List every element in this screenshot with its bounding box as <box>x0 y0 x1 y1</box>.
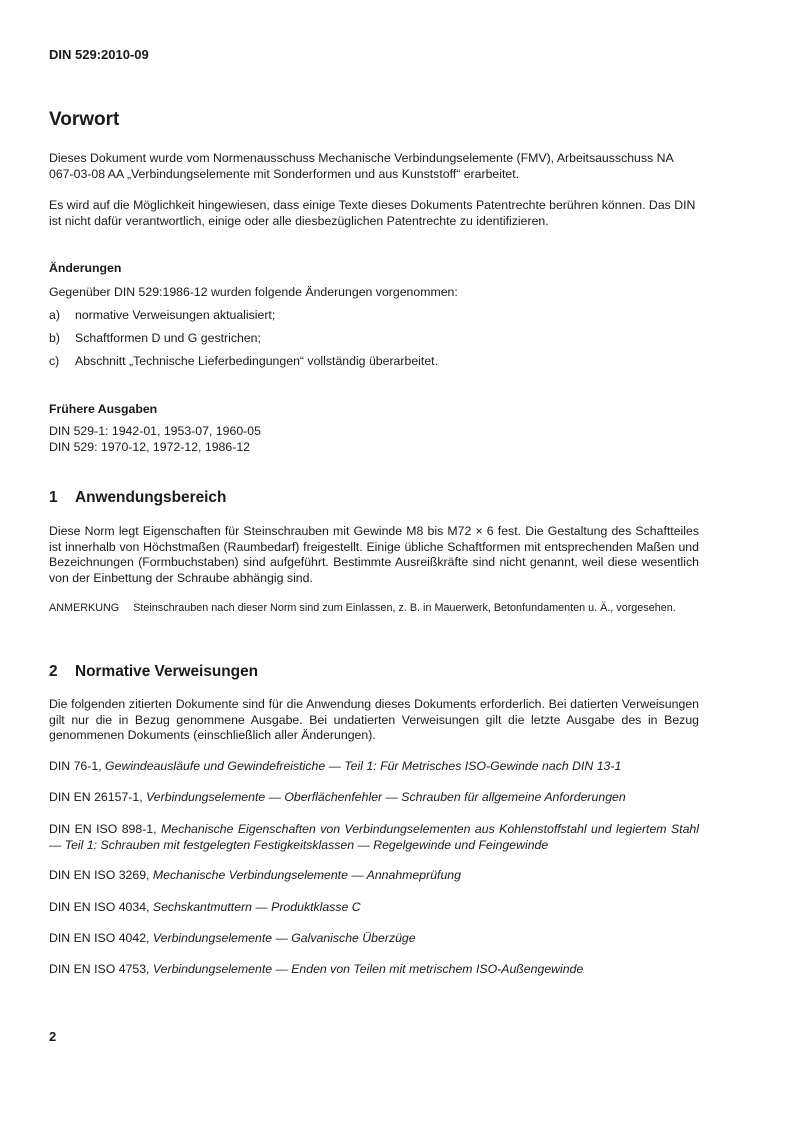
editions-line: DIN 529-1: 1942-01, 1953-07, 1960-05 <box>49 424 261 438</box>
reference-title: Verbindungselemente — Oberflächenfehler — Schrauben für allgemeine Anforderungen <box>146 790 626 804</box>
reference-title: Gewindeausläufe und Gewindefreistiche — Teil 1: Für Metrisches ISO-Gewinde nach DIN 13-1 <box>105 759 622 773</box>
reference-title: Mechanische Verbindungselemente — Annahmeprüfung <box>152 868 461 882</box>
reference-code: DIN EN ISO 3269, <box>49 868 150 882</box>
section-2-body: Die folgenden zitierten Dokumente sind für die Anwendung dieses Dokuments erforderlich. Bei datierten Verweisungen gilt nur die in Bezug genommene Ausgabe. Bei undatierten Verweisungen gilt die letzte Ausgabe des in Bezug genommenen Dokuments (einschließlich aller Änderungen). <box>49 697 699 742</box>
list-item-text: Abschnitt „Technische Lieferbedingungen“ vollständig überarbeitet. <box>75 354 438 368</box>
list-marker: a) <box>49 308 60 322</box>
reference-item <box>49 790 699 806</box>
reference-code: DIN EN ISO 4034, <box>49 900 150 914</box>
editions-title: Frühere Ausgaben <box>49 402 158 416</box>
section-2-heading <box>49 663 699 681</box>
changes-title: Änderungen <box>49 261 122 275</box>
editions-line: DIN 529: 1970-12, 1972-12, 1986-12 <box>49 440 250 454</box>
section-title: Normative Verweisungen <box>75 663 259 680</box>
list-item <box>49 354 699 370</box>
foreword-title: Vorwort <box>49 109 120 130</box>
page-number: 2 <box>49 1029 57 1044</box>
reference-title: Mechanische Eigenschaften von Verbindungselementen aus Kohlenstoffstahl und legiertem Stahl — Teil 1: Schrauben mit festgelegten Festigkeitsklassen — Regelgewinde und Feingewinde <box>49 822 699 852</box>
reference-code: DIN EN 26157-1, <box>49 790 143 804</box>
section-1-heading <box>49 489 699 507</box>
section-number: 1 <box>49 489 58 506</box>
list-item <box>49 308 699 324</box>
reference-title: Verbindungselemente — Enden von Teilen mit metrischem ISO-Außengewinde <box>152 962 584 976</box>
reference-code: DIN EN ISO 4753, <box>49 962 150 976</box>
list-marker: c) <box>49 354 60 368</box>
reference-title: Verbindungselemente — Galvanische Überzüge <box>152 931 416 945</box>
reference-item <box>49 822 699 853</box>
list-item-text: Schaftformen D und G gestrichen; <box>75 331 261 345</box>
changes-intro: Gegenüber DIN 529:1986-12 wurden folgende Änderungen vorgenommen: <box>49 285 458 299</box>
reference-item <box>49 931 699 947</box>
section-number: 2 <box>49 663 58 680</box>
foreword-paragraph-1: Dieses Dokument wurde vom Normenausschuss Mechanische Verbindungselemente (FMV), Arbeitsausschuss NA 067-03-08 AA „Verbindungselemente mit Sonderformen und aus Kunststoff“ erarbeitet. <box>49 151 674 181</box>
section-1-note <box>49 601 699 615</box>
reference-item <box>49 759 699 775</box>
list-marker: b) <box>49 331 60 345</box>
note-label: ANMERKUNG <box>49 602 120 614</box>
list-item-text: normative Verweisungen aktualisiert; <box>75 308 276 322</box>
note-text: Steinschrauben nach dieser Norm sind zum Einlassen, z. B. in Mauerwerk, Betonfundamenten u. Ä., vorgesehen. <box>133 602 676 614</box>
reference-title: Sechskantmuttern — Produktklasse C <box>152 900 361 914</box>
reference-code: DIN 76-1, <box>49 759 102 773</box>
foreword-paragraph-2: Es wird auf die Möglichkeit hingewiesen, dass einige Texte dieses Dokuments Patentrechte berühren können. Das DIN ist nicht dafür verantwortlich, einige oder alle diesbezüglichen Patentrechte zu identifizieren. <box>49 198 696 228</box>
reference-item <box>49 962 699 978</box>
list-item <box>49 331 699 347</box>
document-id: DIN 529:2010-09 <box>49 47 149 62</box>
reference-item <box>49 900 699 916</box>
section-title: Anwendungsbereich <box>75 489 227 506</box>
reference-code: DIN EN ISO 898-1, <box>49 822 157 836</box>
reference-code: DIN EN ISO 4042, <box>49 931 150 945</box>
section-1-body: Diese Norm legt Eigenschaften für Steinschrauben mit Gewinde M8 bis M72 × 6 fest. Die Gestaltung des Schaftteiles ist innerhalb von Höchstmaßen (Raumbedarf) freigestellt. Einige übliche Schaftformen mit entsprechenden Maßen und Bezeichnungen (Formbuchstaben) sind aufgeführt. Bestimmte Ausreißkräfte sind nicht genannt, weil diese wesentlich von der Einbettung der Schraube abhängig sind. <box>49 524 699 585</box>
reference-item <box>49 868 699 884</box>
